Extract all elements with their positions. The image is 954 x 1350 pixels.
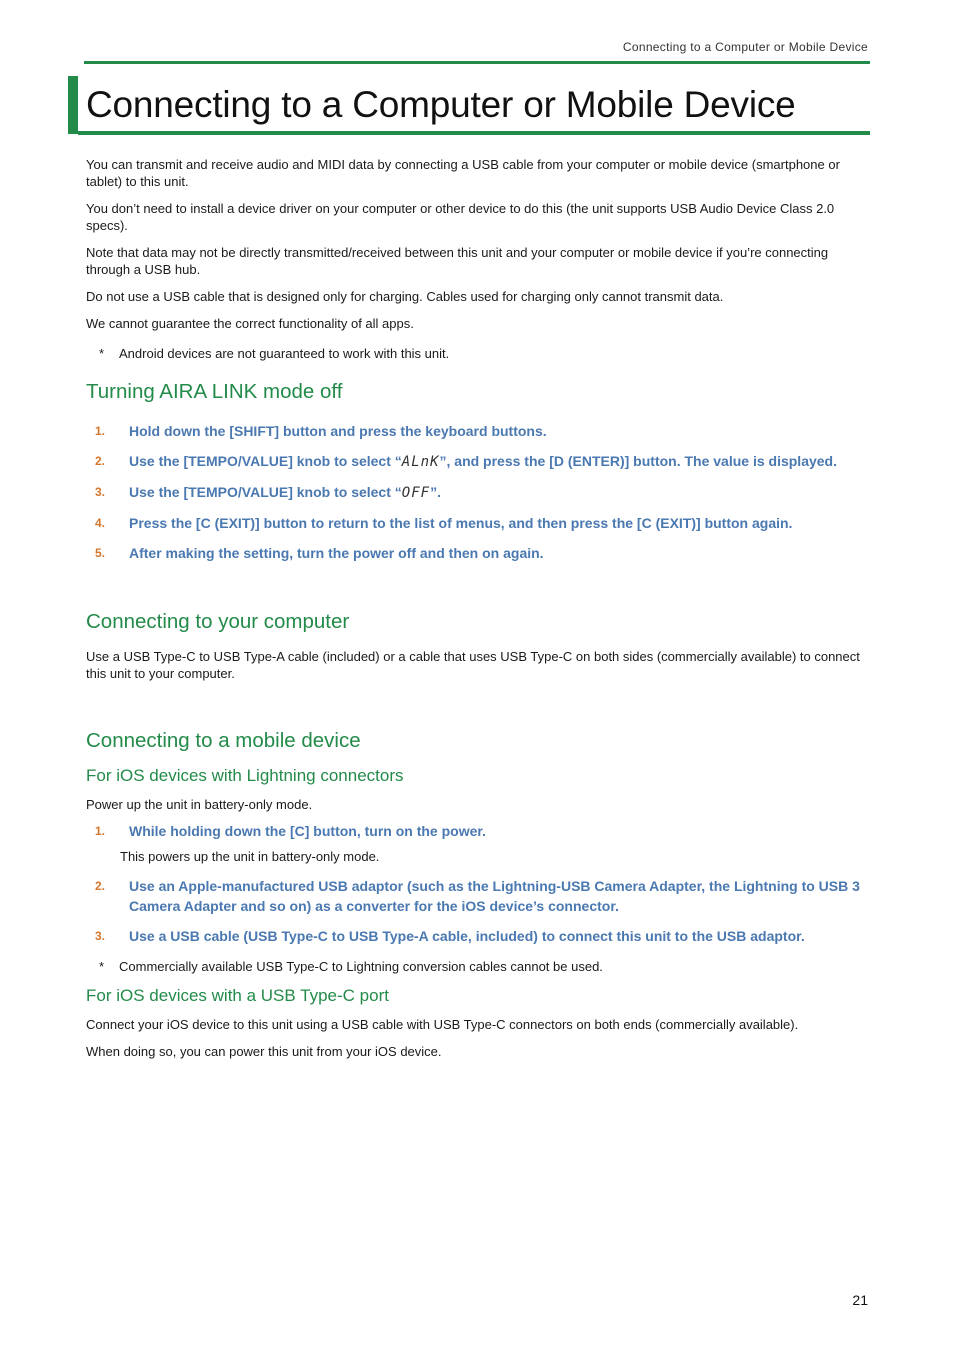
section-heading-computer: Connecting to your computer <box>86 610 350 633</box>
step-text <box>129 482 441 503</box>
typec-paragraph-2: When doing so, you can power this unit from your iOS device. <box>86 1044 442 1059</box>
step-item <box>86 513 866 533</box>
step-result: This powers up the unit in battery-only mode. <box>120 849 380 864</box>
step-text: Use an Apple-manufactured USB adaptor (such as the Lightning-USB Camera Adapter, the Lightning to USB 3 Camera Adapter and so on) as a converter for the iOS device’s connector. <box>129 878 860 914</box>
note-text: Commercially available USB Type-C to Lightning conversion cables cannot be used. <box>119 959 603 974</box>
step-text-pre: Use the [TEMPO/VALUE] knob to select “ <box>129 484 402 500</box>
page-content <box>86 156 866 1070</box>
step-text-pre: Use the [TEMPO/VALUE] knob to select “ <box>129 453 402 469</box>
title-accent-bar <box>68 76 78 134</box>
step-number: 2. <box>95 454 106 468</box>
step-item <box>86 543 866 563</box>
typec-paragraph-1: Connect your iOS device to this unit using a USB cable with USB Type-C connectors on both ends (commercially available). <box>86 1017 799 1032</box>
page-number: 21 <box>852 1292 868 1308</box>
step-number: 4. <box>95 516 106 530</box>
step-item <box>86 926 866 946</box>
step-text: Hold down the [SHIFT] button and press the keyboard buttons. <box>129 423 547 439</box>
note-text: Android devices are not guaranteed to work with this unit. <box>119 346 450 361</box>
running-head: Connecting to a Computer or Mobile Device <box>622 40 868 54</box>
step-text: After making the setting, turn the power off and then on again. <box>129 545 544 561</box>
computer-paragraph: Use a USB Type-C to USB Type-A cable (included) or a cable that uses USB Type-C on both sides (commercially available) to connect this unit to your computer. <box>86 649 860 681</box>
lightning-intro: Power up the unit in battery-only mode. <box>86 797 313 812</box>
step-text <box>129 451 837 472</box>
page-title: Connecting to a Computer or Mobile Device <box>86 84 796 125</box>
step-item <box>86 821 866 841</box>
lightning-note <box>99 958 866 975</box>
intro-paragraph-3: Note that data may not be directly transmitted/received between this unit and your computer or mobile device if you’re connecting through a USB hub. <box>86 245 829 277</box>
step-text: Press the [C (EXIT)] button to return to the list of menus, and then press the [C (EXIT)] button again. <box>129 515 793 531</box>
intro-paragraph-2: You don’t need to install a device driver on your computer or other device to do this (the unit supports USB Audio Device Class 2.0 specs). <box>86 201 835 233</box>
step-item <box>86 876 866 916</box>
step-number: 3. <box>95 929 106 943</box>
step-item <box>86 482 866 503</box>
step-number: 3. <box>95 485 106 499</box>
aira-link-steps <box>86 421 866 563</box>
step-text-post: ”. <box>430 484 441 500</box>
lcd-value: ALnK <box>401 454 440 470</box>
intro-paragraph-5: We cannot guarantee the correct functionality of all apps. <box>86 316 414 331</box>
step-number: 1. <box>95 824 106 838</box>
note-asterisk: * <box>99 959 105 974</box>
step-item <box>86 451 866 472</box>
section-heading-mobile: Connecting to a mobile device <box>86 729 361 752</box>
section-heading-aira-link: Turning AIRA LINK mode off <box>86 380 343 403</box>
step-text: While holding down the [C] button, turn on the power. <box>129 823 486 839</box>
subheading-typec: For iOS devices with a USB Type-C port <box>86 986 389 1005</box>
header-rule <box>84 61 870 64</box>
subheading-lightning: For iOS devices with Lightning connectors <box>86 766 404 785</box>
intro-paragraph-4: Do not use a USB cable that is designed only for charging. Cables used for charging only cannot transmit data. <box>86 289 724 304</box>
note-asterisk: * <box>99 346 105 361</box>
step-text-post: ”, and press the [D (ENTER)] button. The value is displayed. <box>439 453 837 469</box>
step-number: 2. <box>95 879 106 893</box>
intro-paragraph-1: You can transmit and receive audio and MIDI data by connecting a USB cable from your computer or mobile device (smartphone or tablet) to this unit. <box>86 157 840 189</box>
step-item <box>86 421 866 441</box>
lcd-value: OFF <box>401 485 431 501</box>
step-number: 1. <box>95 424 106 438</box>
step-number: 5. <box>95 546 106 560</box>
title-underline <box>78 131 870 135</box>
lightning-steps <box>86 821 866 946</box>
android-note <box>99 345 866 362</box>
step-text: Use a USB cable (USB Type-C to USB Type-A cable, included) to connect this unit to the USB adaptor. <box>129 928 805 944</box>
